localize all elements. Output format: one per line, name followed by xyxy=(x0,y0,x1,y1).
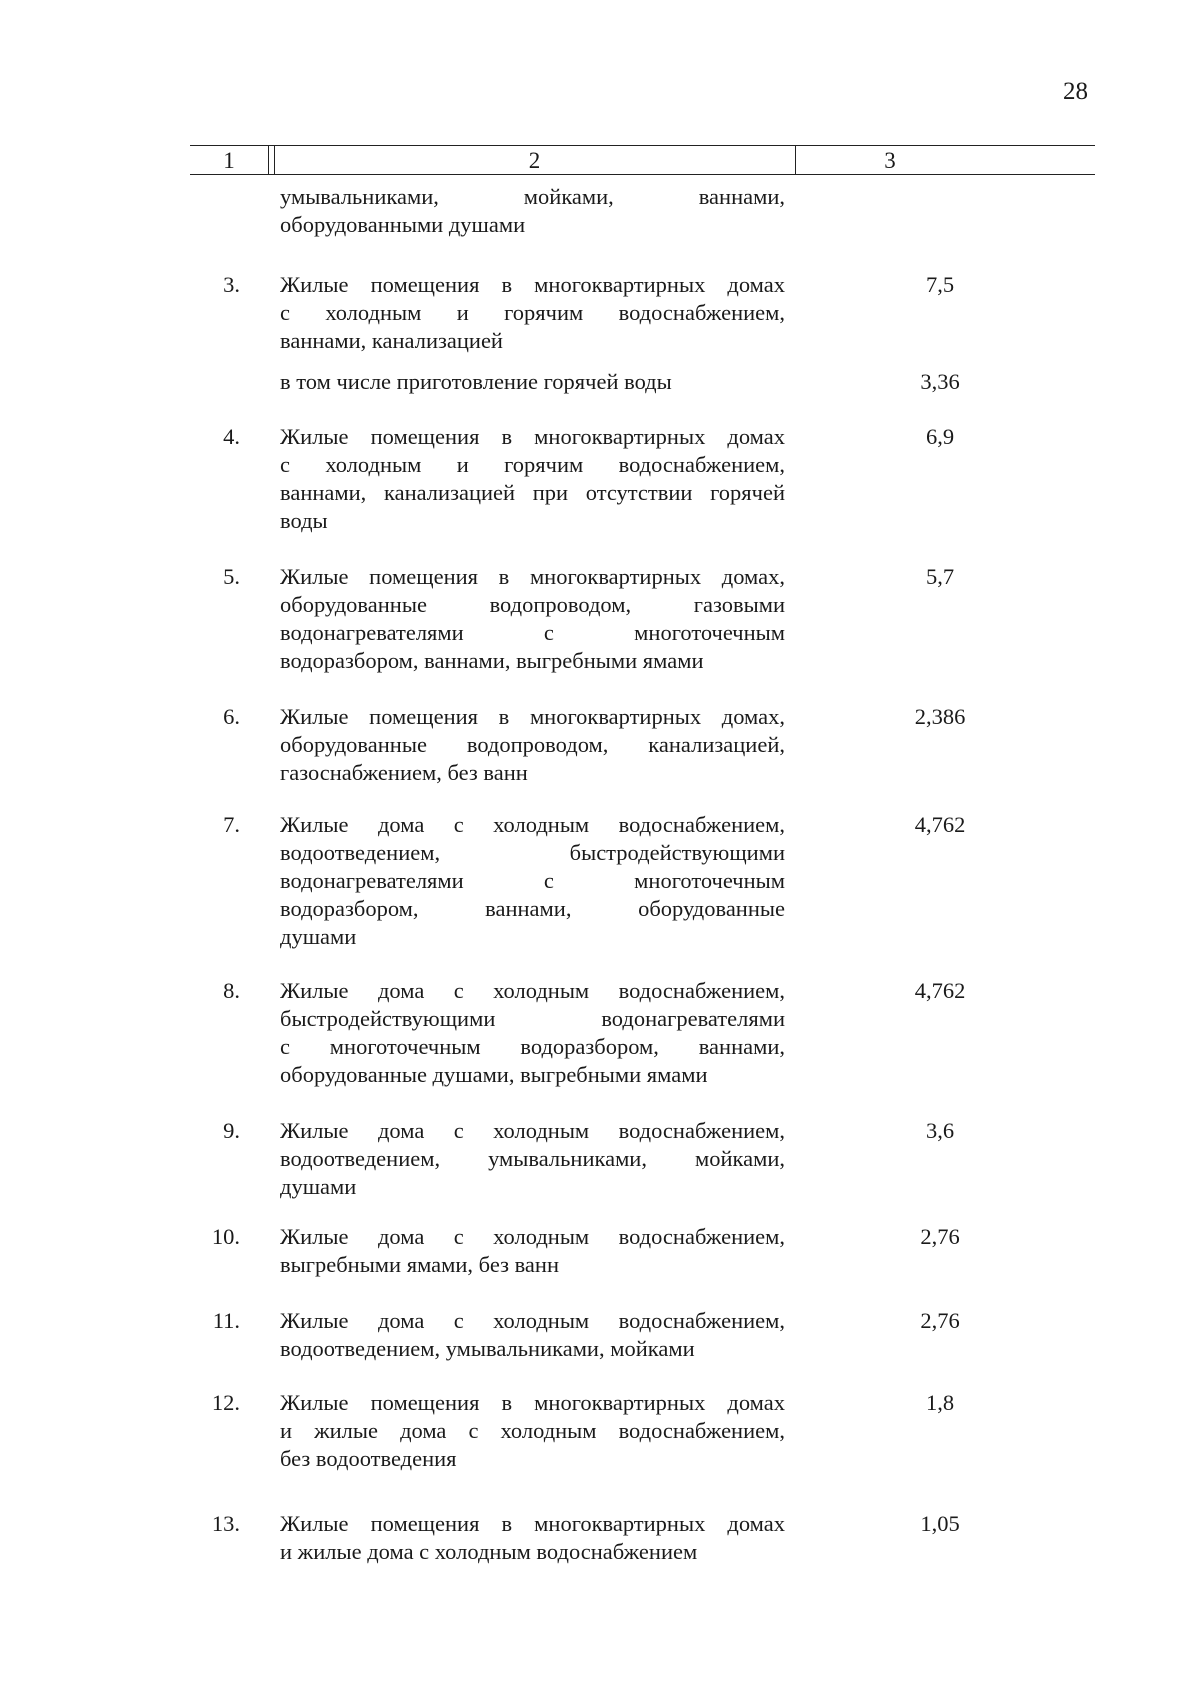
row-description xyxy=(280,368,785,396)
row-value: 7,5 xyxy=(925,272,955,297)
row-value: 5,7 xyxy=(925,564,955,589)
row-value: 3,36 xyxy=(920,369,960,394)
row-description-line: в том числе приготовление горячей воды xyxy=(280,369,672,394)
row-description-line: Жилые дома с холодным водоснабжением, xyxy=(280,1308,785,1333)
row-number: 12. xyxy=(211,1390,240,1415)
row-number: 3. xyxy=(223,272,240,297)
row-value: 4,762 xyxy=(914,812,966,837)
row-number: 11. xyxy=(212,1308,240,1333)
row-description-line: Жилые дома с холодным водоснабжением, xyxy=(280,1224,785,1249)
row-number: 9. xyxy=(223,1118,240,1143)
page-number: 28 xyxy=(1063,78,1088,105)
row-description-line: водонагревателями с многоточечным xyxy=(280,868,785,893)
row-description-line: ваннами, канализацией при отсутствии горячей xyxy=(280,480,785,505)
row-number: 5. xyxy=(223,564,240,589)
row-number: 6. xyxy=(223,704,240,729)
row-description-line: воды xyxy=(280,508,328,533)
header-top-rule xyxy=(190,145,1095,146)
row-description-line: оборудованные водопроводом, газовыми xyxy=(280,592,785,617)
row-value: 3,6 xyxy=(925,1118,955,1143)
table-row xyxy=(200,811,1080,949)
row-description xyxy=(280,1117,785,1201)
row-description-line: с холодным и горячим водоснабжением, xyxy=(280,300,785,325)
table-row xyxy=(200,563,1080,673)
header-col-1: 1 xyxy=(223,148,235,173)
row-description-line: оборудованные душами, выгребными ямами xyxy=(280,1062,708,1087)
row-description-line: Жилые дома с холодным водоснабжением, xyxy=(280,812,785,837)
table-row xyxy=(200,1117,1080,1199)
row-value: 6,9 xyxy=(925,424,955,449)
row-description-line: Жилые помещения в многоквартирных домах xyxy=(280,1390,785,1415)
row-description-line: Жилые дома с холодным водоснабжением, xyxy=(280,978,785,1003)
row-description xyxy=(280,1223,785,1279)
row-value: 2,76 xyxy=(920,1308,960,1333)
row-description xyxy=(280,977,785,1089)
row-description-line: водоразбором, ваннами, оборудованные xyxy=(280,896,785,921)
row-description-line: Жилые помещения в многоквартирных домах xyxy=(280,272,785,297)
row-description-line: Жилые помещения в многоквартирных домах, xyxy=(280,704,785,729)
row-description xyxy=(280,563,785,675)
row-description-line: Жилые помещения в многоквартирных домах xyxy=(280,1511,785,1536)
row-number: 4. xyxy=(223,424,240,449)
row-description-line: без водоотведения xyxy=(280,1446,457,1471)
row-description-line: оборудованные водопроводом, канализацией, xyxy=(280,732,785,757)
row-description xyxy=(280,1389,785,1473)
row-description-line: с холодным и горячим водоснабжением, xyxy=(280,452,785,477)
row-value: 2,386 xyxy=(914,704,966,729)
row-description xyxy=(280,1307,785,1363)
row-description xyxy=(280,423,785,535)
row-number: 7. xyxy=(223,812,240,837)
table-row xyxy=(200,423,1080,533)
header-bottom-rule xyxy=(190,174,1095,175)
row-description-line: оборудованными душами xyxy=(280,212,526,237)
row-description-line: Жилые дома с холодным водоснабжением, xyxy=(280,1118,785,1143)
row-description xyxy=(280,1510,785,1566)
row-description-line: водоотведением, быстродействующими xyxy=(280,840,785,865)
table-row xyxy=(200,1389,1080,1471)
row-description-line: быстродействующими водонагревателями xyxy=(280,1006,785,1031)
row-number: 8. xyxy=(223,978,240,1003)
row-description-line: выгребными ямами, без ванн xyxy=(280,1252,559,1277)
row-description-line: с многоточечным водоразбором, ваннами, xyxy=(280,1034,785,1059)
row-value: 1,8 xyxy=(925,1390,955,1415)
row-value: 2,76 xyxy=(920,1224,960,1249)
table-header xyxy=(190,145,1095,175)
table-row xyxy=(200,1510,1080,1564)
row-description-line: душами xyxy=(280,1174,357,1199)
table-row xyxy=(200,1307,1080,1361)
row-number: 13. xyxy=(211,1511,240,1536)
row-description-line: водонагревателями с многоточечным xyxy=(280,620,785,645)
row-description-line: умывальниками, мойками, ваннами, xyxy=(280,184,785,209)
table-row xyxy=(200,703,1080,785)
table-row xyxy=(200,1223,1080,1277)
header-col-3: 3 xyxy=(884,148,896,173)
row-description xyxy=(280,703,785,787)
header-separator-1 xyxy=(268,145,269,174)
row-description-line: ваннами, канализацией xyxy=(280,328,503,353)
row-description-line: душами xyxy=(280,924,357,949)
row-value: 1,05 xyxy=(920,1511,960,1536)
row-description xyxy=(280,271,785,355)
row-description-line: Жилые помещения в многоквартирных домах, xyxy=(280,564,785,589)
row-description-line: и жилые дома с холодным водоснабжением, xyxy=(280,1418,785,1443)
row-number: 10. xyxy=(211,1224,240,1249)
row-description-line: и жилые дома с холодным водоснабжением xyxy=(280,1539,698,1564)
header-col-2: 2 xyxy=(528,148,541,173)
row-description-line: водоразбором, ваннами, выгребными ямами xyxy=(280,648,704,673)
row-description-line: водоотведением, умывальниками, мойками, xyxy=(280,1146,785,1171)
row-description-line: Жилые помещения в многоквартирных домах xyxy=(280,424,785,449)
row-description xyxy=(280,811,785,951)
row-description-line: водоотведением, умывальниками, мойками xyxy=(280,1336,695,1361)
table-row xyxy=(200,271,1080,353)
row-description xyxy=(280,183,785,239)
table-row xyxy=(200,977,1080,1087)
row-value: 4,762 xyxy=(914,978,966,1003)
row-description-line: газоснабжением, без ванн xyxy=(280,760,528,785)
